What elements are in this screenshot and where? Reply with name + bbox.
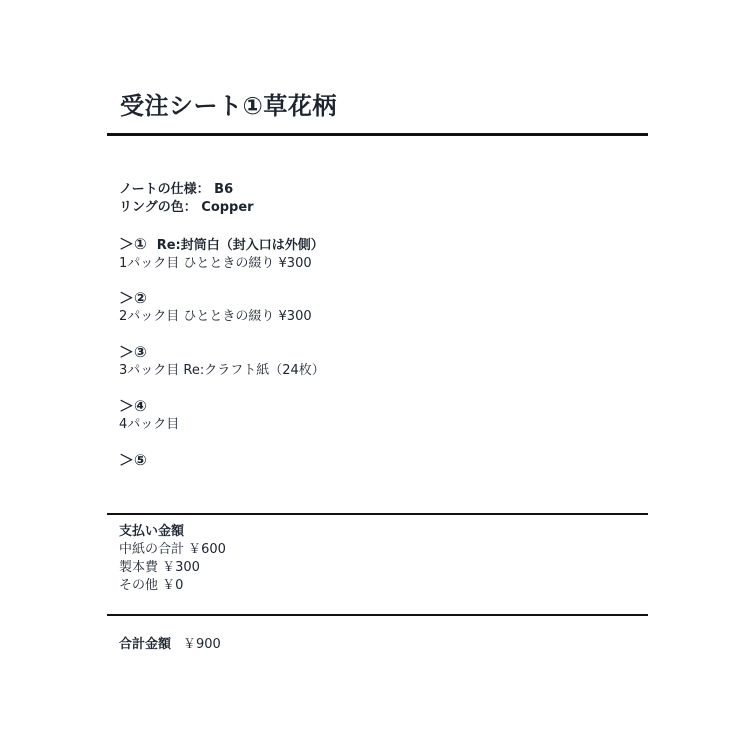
pack-item-header	[119, 289, 312, 308]
pack-item-detail: 3パック目 Re:クラフト紙（24枚）	[119, 363, 325, 378]
pack-item-header	[119, 343, 325, 362]
total-section	[119, 636, 221, 654]
binding-fee-line: 製本費 ￥300	[119, 560, 200, 575]
total-value: ￥900	[183, 637, 221, 652]
title-divider	[107, 133, 648, 136]
pack-item-detail: 2パック目 ひとときの綴り ¥300	[119, 309, 312, 324]
payment-heading: 支払い金額	[119, 524, 185, 539]
pack-item-1	[119, 235, 324, 273]
other-fee-line: その他 ￥0	[119, 578, 184, 593]
pack-item-number: ＞③	[119, 343, 147, 361]
pack-item-number: ＞①	[119, 235, 147, 253]
ring-color-label: リングの色：	[119, 200, 197, 215]
notebook-spec-value: B6	[214, 182, 234, 197]
pack-item-subtitle: Re:封筒白（封入口は外側）	[156, 238, 324, 253]
spec-section	[119, 181, 254, 217]
ring-color-value: Copper	[201, 200, 254, 215]
pack-item-3	[119, 343, 325, 380]
pack-item-5	[119, 451, 147, 470]
paper-total-line: 中紙の合計 ￥600	[119, 542, 226, 557]
pack-item-number: ＞④	[119, 397, 147, 415]
total-label: 合計金額	[119, 637, 172, 652]
page-title: 受注シート①草花柄	[120, 92, 337, 120]
pack-item-header	[119, 235, 324, 255]
pack-item-detail: 4パック目	[119, 417, 180, 432]
pack-item-number: ＞②	[119, 289, 147, 307]
payment-section	[119, 523, 226, 595]
pack-item-detail: 1パック目 ひとときの綴り ¥300	[119, 256, 312, 271]
ring-color-row	[119, 199, 254, 217]
total-divider	[107, 614, 648, 616]
pack-item-header	[119, 397, 179, 416]
pack-item-number: ＞⑤	[119, 451, 147, 469]
notebook-spec-row	[119, 181, 254, 199]
pack-item-4	[119, 397, 179, 434]
pack-item-header	[119, 451, 147, 470]
notebook-spec-label: ノートの仕様：	[119, 182, 210, 197]
payment-divider	[107, 513, 648, 515]
pack-item-2	[119, 289, 312, 326]
